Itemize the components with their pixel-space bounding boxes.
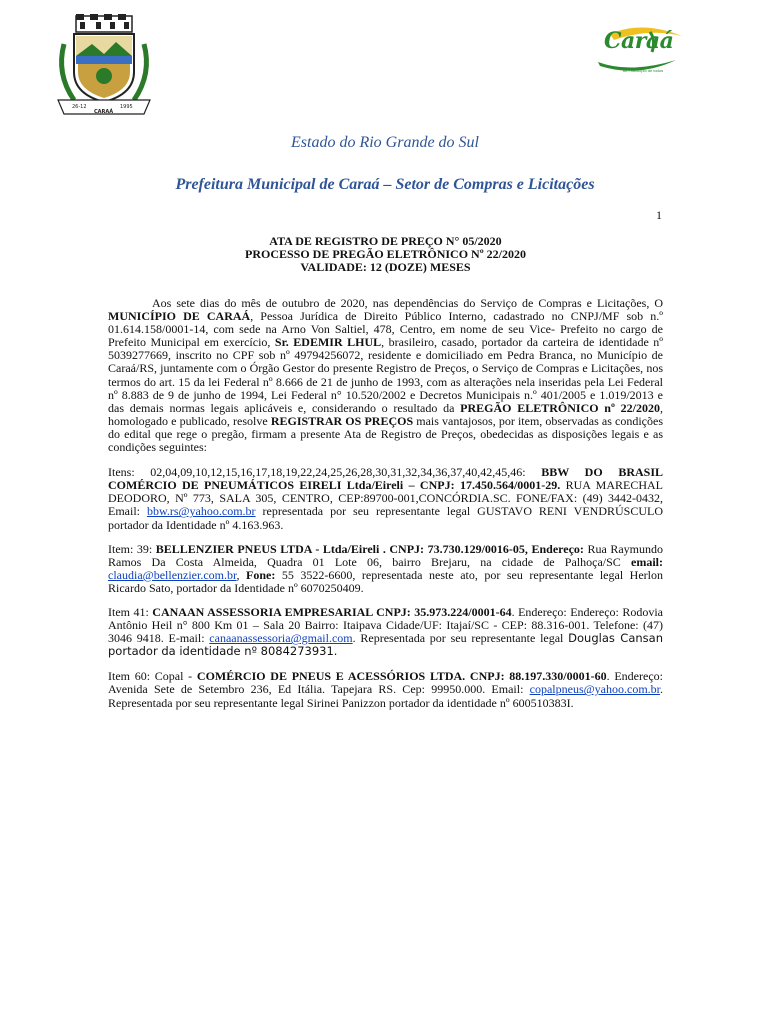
- item-text: Item 60: Copal -: [108, 669, 197, 684]
- item-bold: CANAAN ASSESSORIA EMPRESARIAL CNPJ: 35.973.224/0001-64: [152, 604, 512, 619]
- item-paragraph-bellenzier: [108, 543, 663, 595]
- item-text: representada por seu representante legal GUSTAVO RENI VENDRÚSCULO portador da Identidade nº 4.163.963.: [108, 504, 664, 532]
- item-text: 55 3522-6600, representada neste ato, por seu representante legal Herlon Ricardo Sato, portador da Identidade nº 6070250409.: [108, 567, 663, 595]
- item-bold: BELLENZIER PNEUS LTDA - Ltda/Eireli . CNPJ: 73.730.129/0016-05, Endereço:: [155, 541, 584, 556]
- heading-line-2: PROCESSO DE PREGÃO ELETRÔNICO Nº 22/2020: [245, 247, 526, 261]
- intro-text: , brasileiro, casado, portador da carteira de identidade nº 5039277669, inscrito no CPF sob nº 49794256072, residente e domiciliado em Pedra Branca, no Município de Caraá/RS, juntamente com o Órgão Gestor do presente Registro de Preços, o Serviço de Compras e Licitações, nos termos do art. 15 da lei Federal nº 8.666 de 21 de junho de 1993, com as alterações nela inseridas pela Lei Federal nº 8.883 de 9 de junho de 1994, Lei Federal n° 10.520/2002 e Decretos Municipais n.º 401/2005 e 1.019/2013 e das demais normas legais aplicáveis e, considerando o resultado da: [108, 335, 663, 415]
- prefecture-title: Prefeitura Municipal de Caraá – Setor de Compras e Licitações: [175, 176, 595, 193]
- item-bold: email:: [631, 554, 663, 569]
- page-number: 1: [656, 208, 662, 222]
- item-text: Rua Raymundo Ramos Da Costa Almeida, Quadra 01 Lote 06, bairro Brejaru, na cidade de Palhoça/SC: [108, 541, 663, 569]
- email-link[interactable]: claudia@bellenzier.com.br: [108, 567, 237, 582]
- intro-text: Aos sete dias do mês de outubro de 2020, nas dependências do Serviço de Compras e Licitações, O: [152, 296, 663, 310]
- crest-name: CARAÁ: [94, 109, 114, 115]
- item-text: Item: 39:: [108, 541, 156, 556]
- item-paragraph-canaan: [108, 606, 663, 658]
- item-text: . Representada por seu representante legal: [352, 631, 569, 646]
- intro-bold: Sr. EDEMIR LHUL: [274, 335, 382, 350]
- intro-text: , homologado e publicado, resolve: [108, 400, 663, 428]
- email-link[interactable]: copalpneus@yahoo.com.br: [529, 682, 660, 697]
- item-text: . Representada por seu representante legal Sirinei Panizzon portador da identidade nº 600510383I.: [108, 682, 663, 710]
- crest-year-right: 1995: [120, 104, 133, 110]
- intro-paragraph: [108, 297, 663, 454]
- document-body: [108, 297, 663, 722]
- municipal-crest-icon: [52, 14, 156, 120]
- intro-bold: MUNICÍPIO DE CARAÁ: [108, 309, 251, 324]
- item-text: Item 41:: [108, 604, 153, 619]
- crest-year-left: 26-12: [72, 104, 87, 110]
- logo-tagline: um município de todos: [622, 68, 664, 73]
- item-paragraph-copal: [108, 670, 663, 709]
- item-text: Douglas Cansan portador da identidade nº 8084273931.: [108, 631, 663, 659]
- email-link[interactable]: canaanassessoria@gmail.com: [209, 631, 353, 646]
- document-heading: [108, 235, 663, 274]
- item-bold: BBW DO BRASIL COMÉRCIO DE PNEUMÁTICOS EIRELI Ltda/Eireli – CNPJ: 17.450.564/0001-29.: [108, 465, 663, 493]
- caraa-logo: [590, 22, 690, 80]
- item-text: Itens: 02,04,09,10,12,15,16,17,18,19,22,24,25,26,28,30,31,32,34,36,37,40,42,45,46:: [108, 465, 542, 480]
- item-text: . Endereço: Avenida Sete de Setembro 236, Ed Itália. Tapejara RS. Cep: 99950.000. Email:: [108, 669, 663, 697]
- intro-bold: REGISTRAR OS PREÇOS: [270, 413, 414, 428]
- item-text: ,: [236, 567, 247, 582]
- intro-text: , Pessoa Jurídica de Direito Público Interno, cadastrado no CNPJ/MF sob n.º 01.614.158/0001-14, com sede na Arno Von Saltiel, 478, Centro, em nome de seu Vice- Prefeito no cargo de Prefeito Municipal em exercício,: [108, 309, 663, 350]
- state-title: Estado do Rio Grande do Sul: [291, 134, 479, 151]
- intro-text: mais vantajosos, por item, observadas as condições do edital que rege o pregão, firmam a presente Ata de Registro de Preços, obedecidas as disposições legais e as condições seguintes:: [108, 413, 663, 455]
- heading-line-3: VALIDADE: 12 (DOZE) MESES: [300, 260, 471, 274]
- item-bold: Fone:: [246, 567, 276, 582]
- email-link[interactable]: bbw.rs@yahoo.com.br: [146, 504, 256, 519]
- logo-wordmark: Caraá: [604, 28, 674, 54]
- heading-line-1: ATA DE REGISTRO DE PREÇO N° 05/2020: [269, 234, 502, 248]
- intro-bold: PREGÃO ELETRÔNICO nº 22/2020: [460, 400, 660, 415]
- item-text: . Endereço: Endereço: Rodovia Antônio Heil n° 800 Km 01 – Sala 20 Bairro: Itaipava Cidade/UF: Itajaí/SC - CEP: 88.316-001. Telefone: (47) 3046 9418. E-mail:: [108, 604, 663, 646]
- item-text: RUA MARECHAL DEODORO, Nº 773, SALA 305, CENTRO, CEP:89700-001,CONCÓRDIA.SC. FONE/FAX: (49) 3442-0432, Email:: [108, 478, 663, 519]
- item-paragraph-bbw: [108, 466, 663, 531]
- item-bold: COMÉRCIO DE PNEUS E ACESSÓRIOS LTDA. CNPJ: 88.197.330/0001-60: [196, 669, 607, 684]
